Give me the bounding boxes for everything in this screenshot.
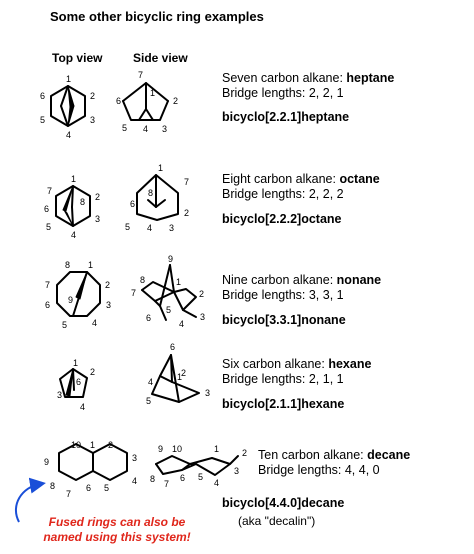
atom-label: 7 <box>164 479 170 489</box>
atom-label: 2 <box>95 192 101 202</box>
top-view-header: Top view <box>52 51 103 65</box>
atom-label: 4 <box>71 230 77 240</box>
atom-label: 1 <box>150 88 156 98</box>
example-4-iupac-name: bicyclo[2.1.1]hexane <box>222 397 345 411</box>
curved-arrow-icon <box>16 484 40 522</box>
atom-label: 3 <box>95 214 101 224</box>
atom-label: 4 <box>148 377 154 387</box>
alkane-name: nonane <box>336 273 382 287</box>
atom-label: 5 <box>104 483 110 493</box>
bridge-lengths: Bridge lengths: 2, 2, 1 <box>222 86 344 100</box>
atom-label: 5 <box>46 222 52 232</box>
atom-label: 2 <box>184 208 190 218</box>
atom-label: 2 <box>173 96 179 106</box>
atom-label: 8 <box>50 481 56 491</box>
atom-label: 3 <box>106 300 112 310</box>
atom-label: 1 <box>176 277 182 287</box>
atom-label: 6 <box>130 199 136 209</box>
atom-label: 6 <box>45 300 51 310</box>
octane-top-view <box>44 174 100 240</box>
bridge-lengths: Bridge lengths: 3, 3, 1 <box>222 288 344 302</box>
atom-label: 7 <box>131 288 137 298</box>
atom-label: 2 <box>242 448 248 458</box>
atom-label: 8 <box>150 474 156 484</box>
atom-label: 10 <box>71 440 82 450</box>
atom-label: 8 <box>140 275 146 285</box>
atom-label: 6 <box>86 483 92 493</box>
note-line-1: Fused rings can also be <box>48 515 186 529</box>
atom-label: 1 <box>177 372 183 382</box>
example-1-iupac-name: bicyclo[2.2.1]heptane <box>222 110 350 124</box>
atom-label: 7 <box>47 186 53 196</box>
bridge-lengths: Bridge lengths: 4, 4, 0 <box>258 463 380 477</box>
atom-label: 7 <box>45 280 51 290</box>
alkane-line-prefix: Ten carbon alkane: <box>258 448 364 462</box>
atom-label: 3 <box>200 312 206 322</box>
atom-label: 9 <box>44 457 50 467</box>
hexane-side-view <box>146 342 210 406</box>
atom-label: 4 <box>80 402 86 412</box>
atom-label: 8 <box>65 260 71 270</box>
atom-label: 5 <box>62 320 68 330</box>
atom-label: 6 <box>40 91 46 101</box>
alkane-line-prefix: Nine carbon alkane: <box>222 273 334 287</box>
alkane-name: octane <box>339 172 380 186</box>
atom-label: 5 <box>122 123 128 133</box>
atom-label: 3 <box>234 466 240 476</box>
atom-label: 2 <box>90 91 96 101</box>
example-2-iupac-name: bicyclo[2.2.2]octane <box>222 212 342 226</box>
note-line-2: named using this system! <box>43 530 191 544</box>
atom-label: 2 <box>108 440 114 450</box>
atom-label: 9 <box>68 295 74 305</box>
atom-label: 8 <box>80 197 86 207</box>
atom-label: 9 <box>168 254 174 264</box>
atom-label: 1 <box>90 440 96 450</box>
example-5-aka: (aka "decalin") <box>238 514 316 528</box>
decalin-side-view <box>150 444 247 489</box>
heptane-top-view <box>40 74 95 140</box>
atom-label: 1 <box>88 260 94 270</box>
atom-label: 7 <box>138 70 144 80</box>
nonane-side-view <box>131 254 205 329</box>
atom-label: 6 <box>44 204 50 214</box>
atom-label: 3 <box>162 124 168 134</box>
atom-label: 6 <box>146 313 152 323</box>
atom-label: 10 <box>172 444 183 454</box>
side-view-header: Side view <box>133 51 188 65</box>
hexane-top-view <box>57 358 95 412</box>
heptane-side-view <box>116 70 178 134</box>
atom-label: 7 <box>66 489 72 499</box>
atom-label: 6 <box>180 473 186 483</box>
atom-label: 1 <box>73 358 79 368</box>
atom-label: 1 <box>71 174 77 184</box>
atom-label: 7 <box>184 177 190 187</box>
example-5-iupac-name: bicyclo[4.4.0]decane <box>222 496 345 510</box>
atom-label: 4 <box>66 130 72 140</box>
alkane-name: heptane <box>346 71 395 85</box>
atom-label: 4 <box>132 476 138 486</box>
atom-label: 1 <box>66 74 72 84</box>
atom-label: 5 <box>40 115 46 125</box>
atom-label: 3 <box>57 390 63 400</box>
page-title: Some other bicyclic ring examples <box>50 9 264 24</box>
atom-label: 3 <box>132 453 138 463</box>
octane-side-view <box>125 163 189 233</box>
atom-label: 3 <box>205 388 211 398</box>
alkane-name: hexane <box>328 357 372 371</box>
alkane-line-prefix: Eight carbon alkane: <box>222 172 336 186</box>
atom-label: 4 <box>214 478 220 488</box>
alkane-line-prefix: Seven carbon alkane: <box>222 71 343 85</box>
atom-label: 2 <box>90 367 96 377</box>
alkane-line-prefix: Six carbon alkane: <box>222 357 325 371</box>
atom-label: 5 <box>125 222 131 232</box>
atom-label: 8 <box>148 188 154 198</box>
atom-label: 4 <box>92 318 98 328</box>
atom-label: 1 <box>214 444 220 454</box>
atom-label: 4 <box>143 124 149 134</box>
atom-label: 6 <box>116 96 122 106</box>
decalin-top-view <box>44 440 137 499</box>
atom-label: 4 <box>147 223 153 233</box>
atom-label: 9 <box>158 444 164 454</box>
atom-label: 1 <box>158 163 164 173</box>
bridge-lengths: Bridge lengths: 2, 1, 1 <box>222 372 344 386</box>
atom-label: 6 <box>76 377 82 387</box>
atom-label: 2 <box>105 280 111 290</box>
atom-label: 3 <box>90 115 96 125</box>
atom-label: 5 <box>198 472 204 482</box>
example-3-iupac-name: bicyclo[3.3.1]nonane <box>222 313 346 327</box>
atom-label: 6 <box>170 342 176 352</box>
bridge-lengths: Bridge lengths: 2, 2, 2 <box>222 187 344 201</box>
atom-label: 5 <box>146 396 152 406</box>
atom-label: 5 <box>166 305 172 315</box>
atom-label: 2 <box>199 289 205 299</box>
atom-label: 4 <box>179 319 185 329</box>
nonane-top-view <box>45 260 111 330</box>
atom-label: 3 <box>169 223 175 233</box>
alkane-name: decane <box>367 448 411 462</box>
atom-label: 2 <box>181 368 187 378</box>
